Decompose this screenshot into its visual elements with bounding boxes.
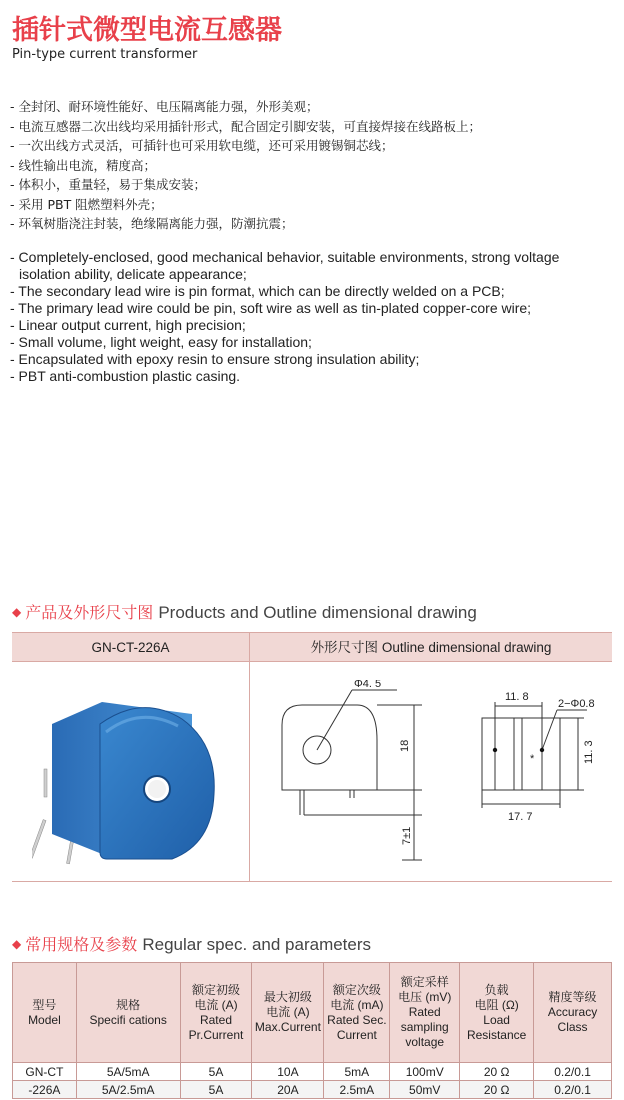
dim-height: 18 (399, 739, 411, 752)
col-model: 型号 Model (13, 963, 77, 1063)
diamond-bullet-icon: ◆ (12, 937, 22, 951)
cell: 50mV (390, 1081, 460, 1099)
drawing-header: 外形尺寸图 Outline dimensional drawing (310, 640, 552, 655)
cell: 5A (180, 1081, 252, 1099)
page-title: 插针式微型电流互感器 (12, 15, 282, 46)
outline-drawing (262, 680, 607, 875)
products-heading-zh: 产品及外形尺寸图 (25, 603, 154, 622)
dim-side-height: 11. 3 (583, 740, 595, 764)
product-drawing-table (12, 632, 612, 882)
cell: 5mA (324, 1063, 390, 1081)
cell: 20 Ω (460, 1081, 534, 1099)
feature-zh-item: - 全封闭、耐环境性能好、电压隔离能力强，外形美观； (10, 99, 319, 114)
page-subtitle: Pin-type current transformer (12, 47, 198, 62)
diamond-bullet-icon: ◆ (12, 605, 22, 619)
features-zh-list (10, 97, 614, 234)
spec-table-header (13, 963, 612, 1063)
cell: 2.5mA (324, 1081, 390, 1099)
dim-bottom-width: 17. 7 (508, 811, 533, 823)
col-specifications: 规格 Specifi cations (76, 963, 180, 1063)
feature-en-item: - Encapsulated with epoxy resin to ensure strong insulation ability; (10, 351, 420, 367)
cell: 5A/5mA (76, 1063, 180, 1081)
spec-table (12, 962, 612, 1099)
feature-zh-item: - 线性输出电流，精度高； (10, 157, 156, 173)
cell: -226A (13, 1081, 77, 1099)
cell: 10A (252, 1063, 324, 1081)
spec-heading-en: Regular spec. and parameters (142, 935, 372, 954)
cell: 5A/2.5mA (76, 1081, 180, 1099)
cell: 0.2/0.1 (534, 1081, 612, 1099)
features-en-list (10, 249, 614, 385)
cell: 20 Ω (460, 1063, 534, 1081)
feature-zh-item: - 采用 PBT 阻燃塑料外壳； (10, 196, 163, 212)
table-row (13, 1081, 612, 1099)
col-max-current: 最大初级 电流 (A) Max.Current (252, 963, 324, 1063)
dim-hole: Φ4. 5 (354, 680, 382, 690)
feature-en-item: - The secondary lead wire is pin format, which can be directly welded on a PCB; (10, 283, 505, 299)
feature-en-item: - Small volume, light weight, easy for installation; (10, 334, 312, 350)
cell: 100mV (390, 1063, 460, 1081)
cell: GN-CT (13, 1063, 77, 1081)
feature-zh-item: - 体积小，重量轻，易于集成安装； (10, 177, 206, 192)
dim-pin-length: 7±1 (401, 826, 413, 845)
feature-en-item: - The primary lead wire could be pin, soft wire as well as tin-plated copper-core wire; (10, 300, 532, 316)
product-photo (32, 684, 232, 874)
cell: 20A (252, 1081, 324, 1099)
cell: 5A (180, 1063, 252, 1081)
feature-zh-item: - 电流互感器二次出线均采用插针形式，配合固定引脚安装，可直接焊接在线路板上； (10, 118, 481, 134)
dim-star: * (530, 753, 535, 765)
product-table-header (12, 632, 612, 662)
cell: 0.2/0.1 (534, 1063, 612, 1081)
feature-zh-item: - 环氧树脂浇注封装，绝缘隔离能力强，防潮抗震； (10, 216, 294, 231)
spec-heading-zh: 常用规格及参数 (25, 935, 138, 954)
dim-pins: 2−Φ0.8 (558, 698, 595, 710)
feature-en-item: isolation ability, delicate appearance; (19, 266, 247, 282)
table-row (13, 1063, 612, 1081)
products-section-heading (12, 600, 477, 623)
dim-top-width: 11. 8 (505, 691, 529, 703)
col-rated-secondary: 额定次级 电流 (mA) Rated Sec. Current (324, 963, 390, 1063)
col-rated-primary: 额定初级 电流 (A) Rated Pr.Current (180, 963, 252, 1063)
feature-en-item: - Completely-enclosed, good mechanical behavior, suitable environments, strong voltage (10, 249, 560, 265)
feature-en-item: - PBT anti-combustion plastic casing. (10, 368, 241, 384)
feature-zh-item: - 一次出线方式灵活，可插针也可采用软电缆，还可采用镀锡铜芯线； (10, 138, 394, 153)
model-header: GN-CT-226A (91, 640, 170, 655)
front-view-body (282, 705, 377, 790)
col-load-resistance: 负载 电阻 (Ω) Load Resistance (460, 963, 534, 1063)
feature-en-item: - Linear output current, high precision; (10, 317, 246, 333)
col-sampling-voltage: 额定采样 电压 (mV) Rated sampling voltage (390, 963, 460, 1063)
spec-section-heading (12, 932, 371, 955)
col-accuracy-class: 精度等级 Accuracy Class (534, 963, 612, 1063)
products-heading-en: Products and Outline dimensional drawing (158, 603, 477, 622)
